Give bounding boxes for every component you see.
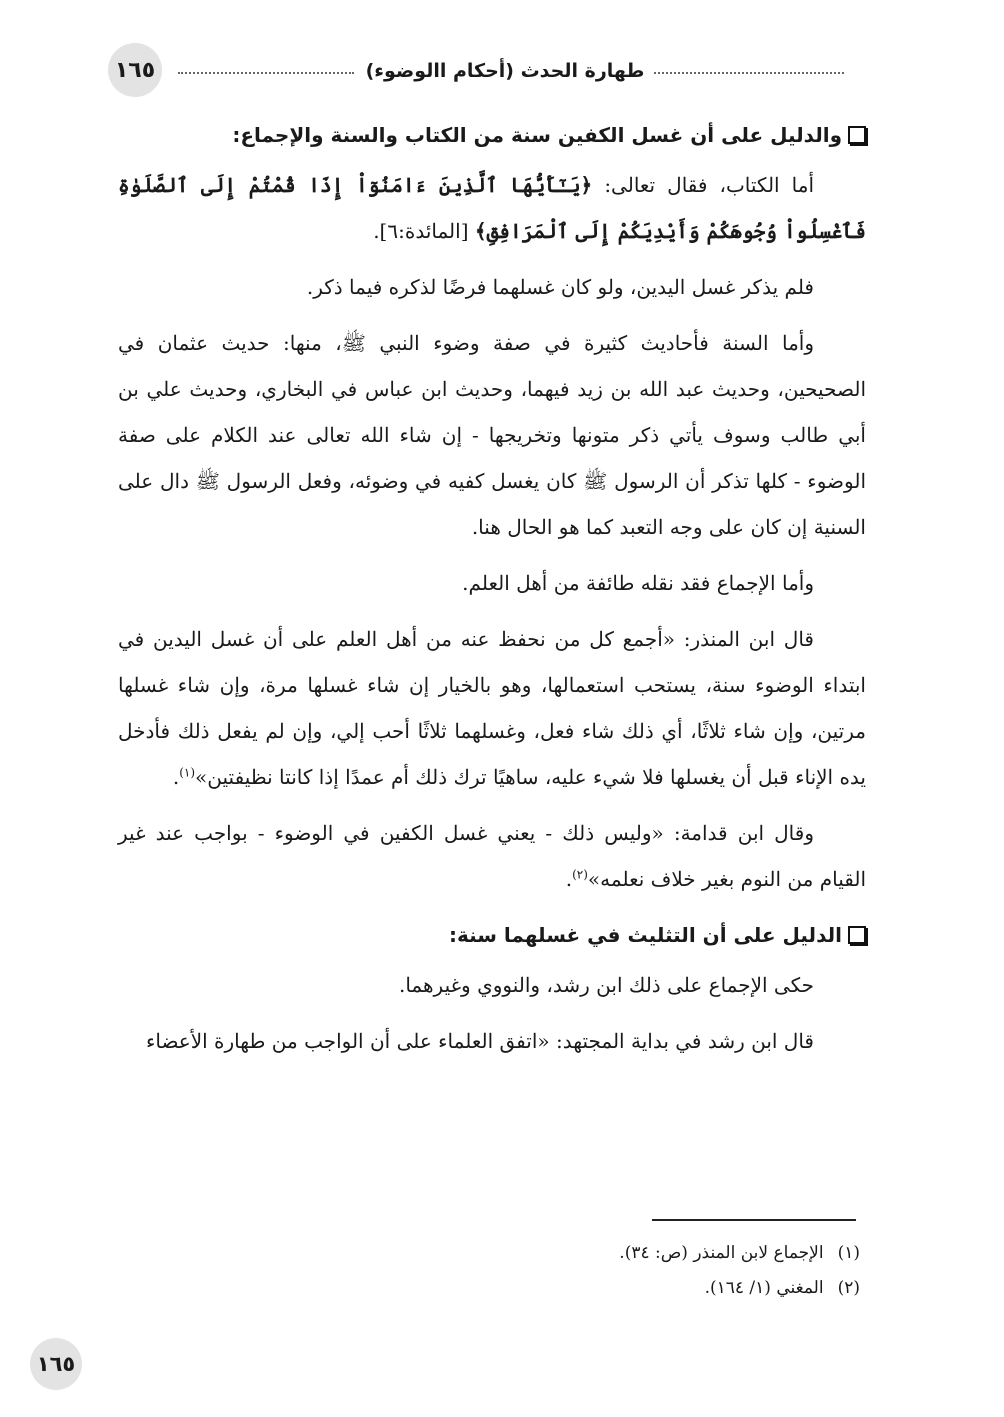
paragraph-2: فلم يذكر غسل اليدين، ولو كان غسلهما فرضًا لذكره فيما ذكر. [306,275,814,299]
footnote-marker-2[interactable]: (٢) [572,867,588,882]
paragraph-6-text: وقال ابن قدامة: «وليس ذلك - يعني غسل الكفين في الوضوء - بواجب عند غير القيام من النوم بغير خلاف نعلمه» [118,821,866,891]
header-page-number: ١٦٥ [108,43,162,97]
footnotes [420,1236,860,1306]
paragraph-8: قال ابن رشد في بداية المجتهد: «اتفق العلماء على أن الواجب من طهارة الأعضاء [145,1029,814,1053]
footnote-number: (٢) [837,1278,860,1298]
footnote-text: المغني (١/ ١٦٤). [704,1278,824,1298]
section-heading-1 [118,112,866,158]
quran-reference: [المائدة:٦]. [373,219,475,243]
heading-2-text: الدليل على أن التثليث في غسلهما سنة: [449,923,842,947]
paragraph-6: وقال ابن قدامة: «وليس ذلك - يعني غسل الكفين في الوضوء - بواجب عند غير القيام من النوم بغير خلاف نعلمه»$^{(٢)}$. [118,821,866,891]
running-title: طهارة الحدث (أحكام االوضوء) [365,60,645,82]
footnote-item [420,1236,860,1271]
quran-intro: أما الكتاب، فقال تعالى: [592,173,815,197]
footnote-marker-1[interactable]: (١) [179,765,196,780]
square-bullet-icon [848,926,866,944]
main-text [118,112,866,1074]
footnote-text: الإجماع لابن المنذر (ص: ٣٤). [619,1243,824,1263]
footer-page-number: ١٦٥ [30,1338,82,1390]
paragraph-3: وأما السنة فأحاديث كثيرة في صفة وضوء النبي ﷺ، منها: حديث عثمان في الصحيحين، وحديث عبد الله بن زيد فيهما، وحديث ابن عباس في البخاري، وحديث علي بن أبي طالب وسوف يأتي ذكر متونها وتخريجها - إن شاء الله تعالى عند الكلام على صفة الوضوء - كلها تذكر أن الرسول ﷺ كان يغسل كفيه في وضوئه، وفعل الرسول ﷺ دال على السنية إن كان على وجه التعبد كما هو الحال هنا. [118,331,866,539]
quran-verse: ﴿يَـٰٓأَيُّهَا ٱلَّذِينَ ءَامَنُوٓاْ إِذَا قُمْتُمْ إِلَى ٱلصَّلَوٰةِ فَٱغْسِلُواْ وُجُوهَكُمْ وَأَيْدِيَكُمْ إِلَى ٱلْمَرَافِقِ﴾ [118,173,866,243]
footnote-item [420,1271,860,1306]
paragraph-5: قال ابن المنذر: «أجمع كل من نحفظ عنه من أهل العلم على أن غسل اليدين في ابتداء الوضوء سنة، يستحب استعمالها، وهو بالخيار إن شاء غسلها مرة، وإن شاء غسلها مرتين، وإن شاء ثلاثًا، أي ذلك شاء فعل، وغسلهما ثلاثًا أحب إلي، وإن لم يفعل ذلك فأدخل يده الإناء قبل أن يغسلها فلا شيء عليه، ساهيًا ترك ذلك أم عمدًا إذا كانتا نظيفتين»$^{(١)}$. [118,627,866,789]
paragraph-5-text: قال ابن المنذر: «أجمع كل من نحفظ عنه من أهل العلم على أن غسل اليدين في ابتداء الوضوء سنة، يستحب استعمالها، وهو بالخيار إن شاء غسلها مرة، وإن شاء غسلها مرتين، وإن شاء ثلاثًا، أي ذلك شاء فعل، وغسلهما ثلاثًا أحب إلي، وإن لم يفعل ذلك فأدخل يده الإناء قبل أن يغسلها فلا شيء عليه، ساهيًا ترك ذلك أم عمدًا إذا كانتا نظيفتين» [118,627,866,789]
paragraph-4: وأما الإجماع فقد نقله طائفة من أهل العلم. [462,571,814,595]
heading-1-text: والدليل على أن غسل الكفين سنة من الكتاب والسنة والإجماع: [232,123,842,147]
paragraph-quran [118,162,866,254]
header-dotted-leader-left [178,72,354,74]
paragraph-7: حكى الإجماع على ذلك ابن رشد، والنووي وغيرهما. [398,973,814,997]
square-bullet-icon [848,126,866,144]
footnote-number: (١) [837,1243,860,1263]
header-dotted-leader-right [654,72,844,74]
footnote-separator [652,1219,856,1221]
section-heading-2 [118,912,866,958]
